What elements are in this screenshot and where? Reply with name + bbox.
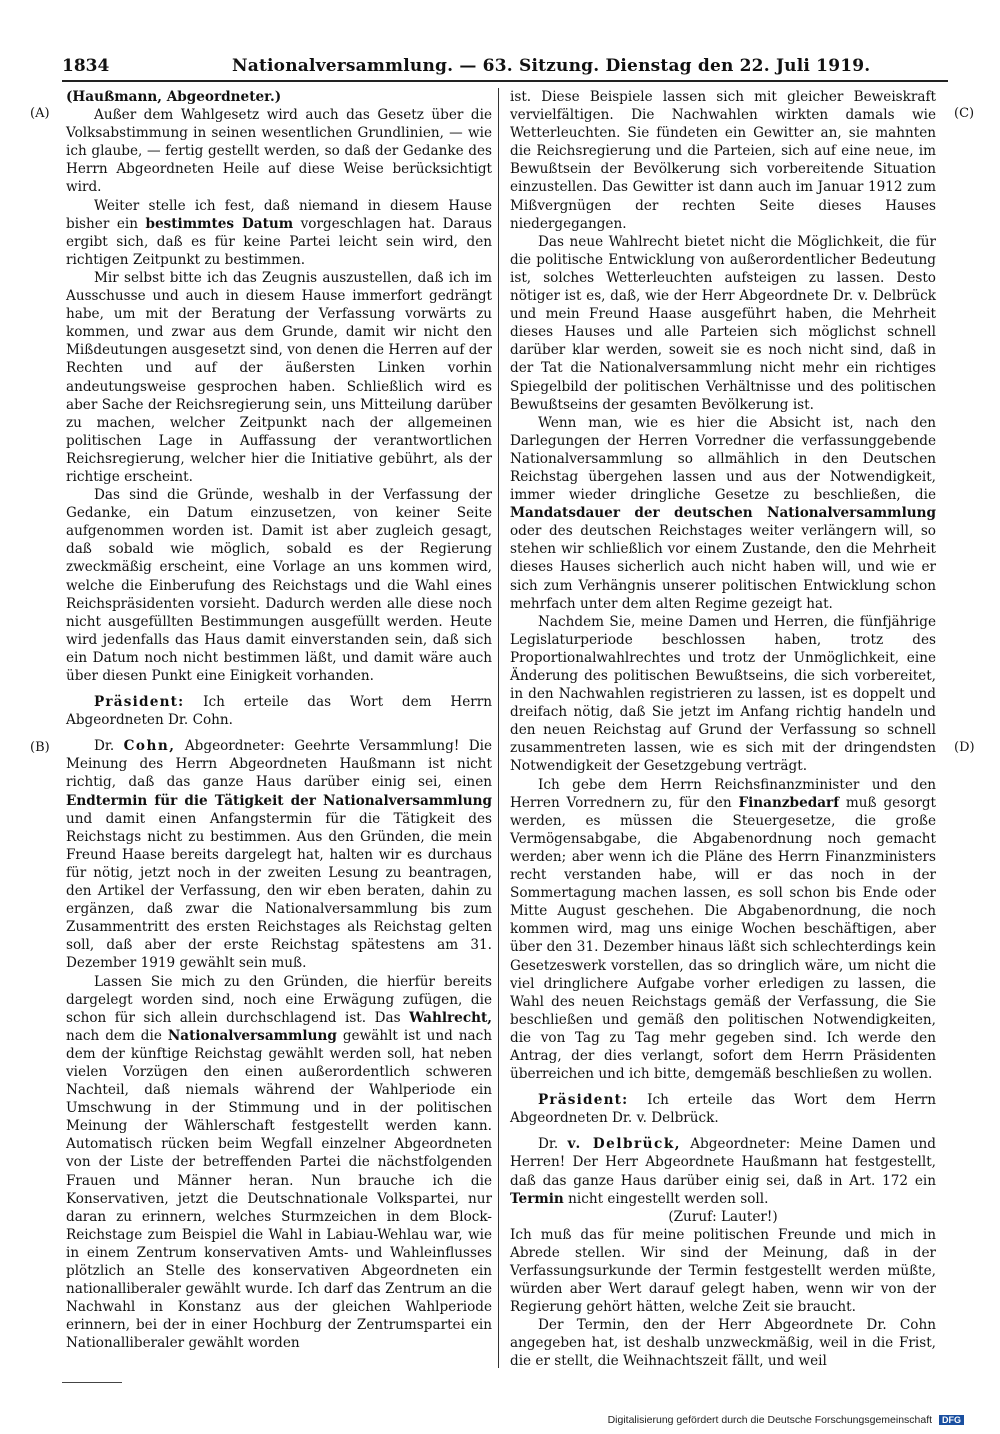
- paragraph: Weiter stelle ich fest, daß niemand in diesem Hause bisher ein bestimmtes Datum vorgeschlagen hat. Daraus ergibt sich, daß es für keine Partei leicht sein wird, den richtigen Zeitpunkt zu bestimmen.: [66, 197, 492, 268]
- right-column: [510, 88, 936, 1371]
- page-number: 1834: [62, 56, 110, 76]
- paragraph: Außer dem Wahlgesetz wird auch das Gesetz über die Volksabstimmung in seinen wesentlichen Grundlinien, — wie ich glaube, — fertig gestellt werden, so daß der Gedanke des Herrn Abgeordneten Heile auf diese Weise berücksichtigt wird.: [66, 107, 492, 196]
- speaker-note: (Haußmann, Abgeordneter.): [66, 89, 282, 105]
- paragraph: Das neue Wahlrecht bietet nicht die Möglichkeit, die für die politische Entwicklung von außerordentlicher Bedeutung ist, solches Wetterleuchten aufsteigen zu lassen. Desto nötiger ist es, daß, wie der Herr Abgeordnete Dr. v. Delbrück und mein Freund Haase ausgeführt haben, die Mehrheit dieses Hauses und alle Parteien sich möglichst schnell darüber klar werden, soweit sie es noch nicht sind, daß in der Tat die Nationalversammlung nicht mehr ein richtiges Spiegelbild der politischen Verhältnisse und des politischen Bewußtseins der gesamten Bevölkerung ist.: [510, 233, 936, 413]
- president-statement: Präsident: Ich erteile das Wort dem Herrn Abgeordneten Dr. Cohn.: [66, 694, 492, 729]
- paragraph: Ich muß das für meine politischen Freunde und mich in Abrede stellen. Wir sind der Meinung, daß in der Verfassungsurkunde der Termin festgestellt werden müßte, würden aber Wert darauf gelegt haben, wenn wir von der Regierung gehört hätten, welche Zeit sie braucht.: [510, 1226, 936, 1316]
- paragraph: Nachdem Sie, meine Damen und Herren, die fünfjährige Legislaturperiode beschlossen haben, trotz des Proportionalwahlrechtes und trotz der Unmöglichkeit, eine Änderung des politischen Bewußtseins, die sich vorbereitet, in den Nachwahlen registrieren zu lassen, ist es doppelt und dreifach nötig, daß Sie jetzt im Anfang richtig handeln und den neuen Reichstag auf Grund der Verfassung so schnell zusammentreten lassen, wie es sich mit der dringendsten Notwendigkeit der Gesetzgebung verträgt.: [510, 613, 936, 775]
- president-statement: Präsident: Ich erteile das Wort dem Herrn Abgeordneten Dr. v. Delbrück.: [510, 1092, 936, 1127]
- page-header: [62, 52, 948, 82]
- left-column: [66, 88, 492, 1352]
- margin-marker-d: (D): [954, 740, 975, 755]
- paragraph: Der Termin, den der Herr Abgeordnete Dr. Cohn angegeben hat, ist deshalb unzweckmäßig, weil in die Frist, die er stellt, die Weihnachtszeit fällt, und weil: [510, 1317, 936, 1370]
- paragraph: Das sind die Gründe, weshalb in der Verfassung der Gedanke, ein Datum einzusetzen, von keiner Seite aufgenommen worden ist. Damit ist aber zugleich gesagt, daß sobald wie möglich, sobald es der Regierung zweckmäßig erscheint, eine Vorlage an uns kommen wird, welche die Einberufung des Reichstags und die Wahl eines Reichspräsidenten vorsieht. Dadurch werden alle diese noch nicht ausgefüllten Bestimmungen ausgefüllt werden. Heute wird jedenfalls das Haus damit einverstanden sein, daß sich ein Datum noch nicht bestimmen läßt, und damit wäre auch über diesen Punkt eine Einigkeit vorhanden.: [66, 487, 492, 684]
- paragraph: Mir selbst bitte ich das Zeugnis auszustellen, daß ich im Ausschusse und auch in diesem Hause immerfort gedrängt habe, um mit der Beratung der Verfassung vorwärts zu kommen, und zwar aus dem Grunde, damit wir nicht den Mißdeutungen ausgesetzt sind, von denen die Herren auf der Rechten und auf der äußersten Linken vorhin andeutungsweise gesprochen haben. Schließlich wird es aber Sache der Reichsregierung sein, uns Mitteilung darüber zu machen, welcher Zeitpunkt nach der allgemeinen politischen Lage in Auffassung der verantwortlichen Reichsregierung, welcher hier die Initiative gebührt, als der richtige erscheint.: [66, 269, 492, 485]
- column-divider: [498, 88, 499, 1368]
- digitization-credit: [608, 1414, 964, 1426]
- paragraph: Lassen Sie mich zu den Gründen, die hierfür bereits dargelegt worden sind, noch eine Erwägung zufügen, die schon für sich allein durchschlagend ist. Das Wahlrecht, nach dem die Nationalversammlung gewählt ist und nach dem der künftige Reichstag gewählt werden soll, hat neben vielen Vorzügen den einen außerordentlich schweren Nachteil, daß niemals während der Wahlperiode ein Umschwung in der Stimmung und in der politischen Meinung der Wählerschaft festgestellt werden kann. Automatisch rücken beim Wegfall einzelner Abgeordneten von der Liste der betreffenden Partei die nächstfolgenden Frauen und Männer heran. Nun brauche ich die Konservativen, jetzt die Deutschnationale Volkspartei, nur daran zu erinnern, welches Sturmzeichen in dem Block-Reichstage zum Beispiel die Wahl in Labiau-Wehlau war, wie in einem Zentrum konservativen Amts- und Wahleinflusses plötzlich an Stelle des konservativen Abgeordneten ein nationalliberaler gewählt wurde. Ich darf das Zentrum an die Nachwahl in Konstanz aus der gleichen Wahlperiode erinnern, bei der in einer Hochburg der Zentrumspartei ein Nationalliberaler gewählt worden: [66, 973, 493, 1352]
- header-rule: [62, 80, 948, 82]
- paragraph: Ich gebe dem Herrn Reichsfinanzminister und den Herren Vorrednern zu, für den Finanzbedarf muß gesorgt werden, es müssen die Steuergesetze, die große Vermögensabgabe, die Abgabenordnung noch gemacht werden; aber wenn ich die Pläne des Herrn Finanzministers recht verstanden habe, will er das noch in der Sommertagung machen lassen, es soll schon bis Ende oder Mitte August geschehen. Die Abgabenordnung, die noch kommen wird, mag uns einige Wochen beschäftigen, aber über den 31. Dezember hinaus läßt sich schlechterdings kein Gesetzeswerk vorstellen, das so dringlich wäre, um nicht die viel dringlichere Aufgabe vorher erledigen zu lassen, die Wahl des neuen Reichstags gemäß der Verfassung, die Sie beschließen und gemäß den politischen Notwendigkeiten, die von Tag zu Tag mehr gegeben sind. Ich werde den Antrag, der dies verlangt, sofort dem Herrn Präsidenten überreichen und ich bitte, demgemäß beschließen zu wollen.: [510, 776, 937, 1083]
- margin-marker-a: (A): [30, 106, 50, 121]
- margin-marker-b: (B): [30, 740, 50, 755]
- running-title: Nationalversammlung. — 63. Sitzung. Dienstag den 22. Juli 1919.: [232, 56, 871, 76]
- margin-marker-c: (C): [954, 106, 975, 121]
- interjection: (Zuruf: Lauter!): [668, 1208, 778, 1225]
- paragraph: ist. Diese Beispiele lassen sich mit gleicher Beweiskraft vervielfältigen. Die Nachwahlen wirkten damals wie Wetterleuchten. Sie fündeten ein Gewitter an, sie mahnten die Reichsregierung und die Parteien, sich auf eine neue, im Bewußtsein der Bevölkerung sich vorbereitende Situation einzustellen. Das Gewitter ist dann auch im Januar 1912 zum Mißvergnügen der rechten Seite dieses Hauses niedergegangen.: [510, 89, 936, 232]
- delbrueck-speech: Dr. v. Delbrück, Abgeordneter: Meine Damen und Herren! Der Herr Abgeordnete Haußmann hat festgestellt, daß das ganze Haus darüber einig sei, daß in Art. 172 ein Termin nicht eingestellt werden soll.: [510, 1136, 936, 1207]
- dfg-logo: DFG: [939, 1415, 964, 1425]
- paragraph: Wenn man, wie es hier die Absicht ist, nach den Darlegungen der Herren Vorredner die verfassunggebende Nationalversammlung so allmählich in den Deutschen Reichstag übergehen lassen und aus der Notwendigkeit, immer wieder dringliche Gesetze zu beschließen, die Mandatsdauer der deutschen Nationalversammlung oder des deutschen Reichstages weiter verlängern will, so stehen wir schließlich vor einem Zustande, den die Mehrheit dieses Hauses sicherlich auch nicht haben will, und wie er sich zum Verhängnis unserer politischen Entwicklung schon mehrfach unter dem alten Regime gezeigt hat.: [510, 414, 936, 612]
- cohn-speech: Dr. Cohn, Abgeordneter: Geehrte Versammlung! Die Meinung des Herrn Abgeordneten Haußmann ist nicht richtig, daß das ganze Haus darüber einig sei, einen Endtermin für die Tätigkeit der Nationalversammlung und damit einen Anfangstermin für die Tätigkeit des Reichstags nicht zu bestimmen. Aus den Gründen, die mein Freund Haase bereits dargelegt hat, halten wir es durchaus für nötig, jetzt noch in der zweiten Lesung zu beantragen, den Artikel der Verfassung, den wir eben beraten, dahin zu ergänzen, daß zwar die Nationalversammlung bis zum Zusammentritt des ersten Reichstages als Reichstag gelten soll, daß aber der erste Reichstag spätestens am 31. Dezember 1919 gewählt sein muß.: [66, 738, 492, 972]
- footer-rule: [62, 1382, 122, 1383]
- credit-text: Digitalisierung gefördert durch die Deutsche Forschungsgemeinschaft: [607, 1414, 933, 1426]
